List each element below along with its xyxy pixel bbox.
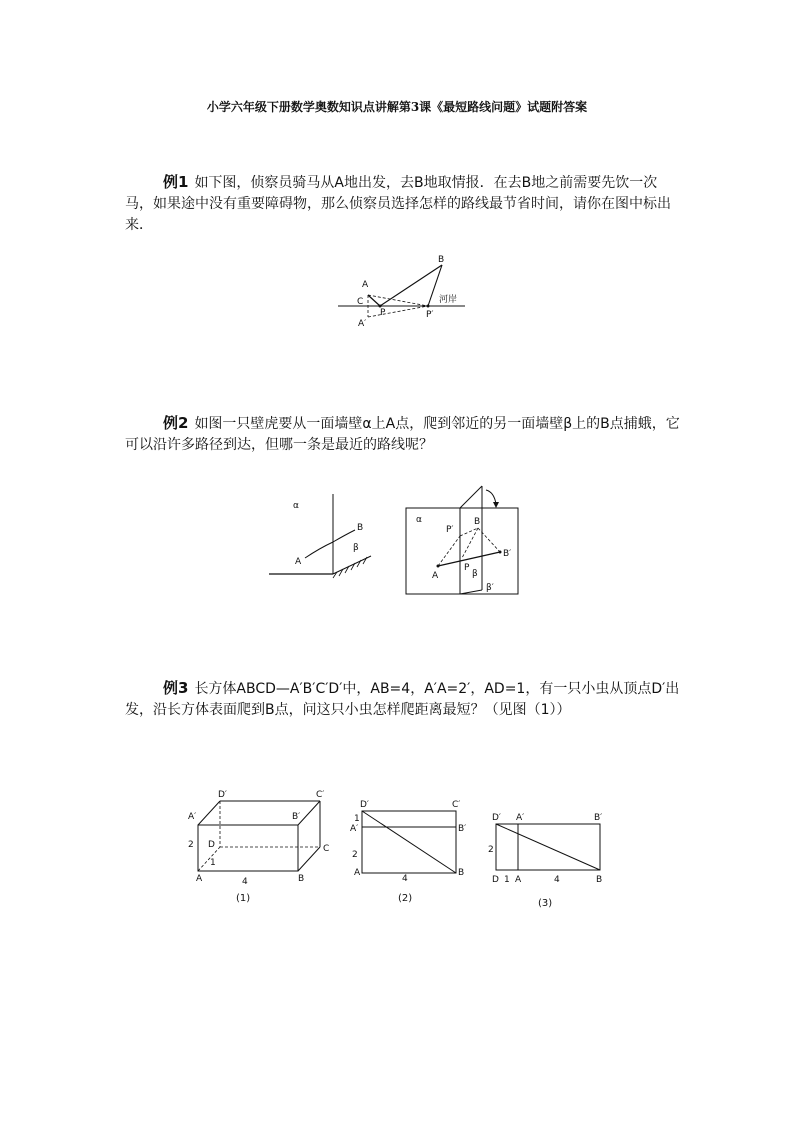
example-2-text: 如图一只壁虎要从一面墙壁α上A点，爬到邻近的另一面墙壁β上的B点捕蛾，它可以沿许多路径到达，但哪一条是最近的路线呢？ xyxy=(125,416,680,453)
label-a: A xyxy=(362,280,369,290)
label-b: B xyxy=(438,255,445,265)
unfolded-walls-frame xyxy=(406,508,518,594)
label-a: A xyxy=(295,557,302,567)
label-c: C xyxy=(323,844,330,854)
label-b-prime: B′ xyxy=(458,824,467,834)
label-n1: 1 xyxy=(354,814,360,824)
label-beta: β xyxy=(353,543,359,553)
label-d: D xyxy=(208,840,215,850)
label-a: A xyxy=(354,868,361,878)
label-b-prime: B′ xyxy=(503,549,512,559)
label-n2: 2 xyxy=(352,850,358,860)
dashed-a-pprime xyxy=(368,295,428,306)
net3-path-d-prime-b xyxy=(496,824,600,870)
label-beta: β xyxy=(472,569,478,579)
figure-3-net-3 xyxy=(486,808,612,910)
label-p-prime: P′ xyxy=(426,310,434,320)
label-a: A xyxy=(515,875,522,885)
caption-3: (3) xyxy=(538,898,553,909)
label-beta-prime: β′ xyxy=(486,583,494,593)
dashed-aprime-pprime xyxy=(368,306,428,317)
point-pprime xyxy=(427,305,430,308)
wall-bottom-slant xyxy=(460,590,482,594)
label-d-prime: D′ xyxy=(492,813,501,823)
label-n1: 1 xyxy=(504,875,510,885)
example-2-label: 例2 xyxy=(163,414,189,432)
example-1 xyxy=(125,172,685,236)
cuboid-edge-b-c xyxy=(298,847,320,871)
label-d: D xyxy=(492,875,499,885)
label-a-prime: A′ xyxy=(188,812,197,822)
label-n2: 2 xyxy=(488,845,494,855)
wall-top-slant xyxy=(460,486,482,508)
label-alpha: α xyxy=(416,515,422,525)
cuboid-edge-b-prime-c-prime xyxy=(298,801,320,825)
label-c: C xyxy=(357,297,364,307)
label-alpha: α xyxy=(293,501,299,511)
cuboid-hidden-a-d xyxy=(198,847,220,871)
figure-2-right xyxy=(402,482,524,598)
example-3-label: 例3 xyxy=(163,679,189,697)
dashed-b-p xyxy=(462,528,478,558)
net2-path-d-prime-b xyxy=(362,811,456,873)
label-n2: 2 xyxy=(188,840,194,850)
label-n4: 4 xyxy=(242,877,248,887)
label-b-prime: B′ xyxy=(292,812,301,822)
figure-2-left xyxy=(265,490,385,580)
label-n4: 4 xyxy=(554,875,560,885)
rotate-arrow xyxy=(486,490,496,504)
label-c-prime: C′ xyxy=(316,790,325,800)
label-n4: 4 xyxy=(402,874,408,884)
example-1-label: 例1 xyxy=(163,173,189,191)
label-p: P xyxy=(464,563,470,573)
label-p: P xyxy=(380,308,386,318)
path-a-b xyxy=(305,530,355,558)
example-3 xyxy=(125,678,685,721)
label-c-prime: C′ xyxy=(452,800,461,810)
page-title: 小学六年级下册数学奥数知识点讲解第3课《最短路线问题》试题附答案 xyxy=(206,100,588,114)
example-1-text: 如下图，侦察员骑马从A地出发，去B地取情报．在去B地之前需要先饮一次马，如果途中没有重要障碍物，那么侦察员选择怎样的路线最节省时间，请你在图中标出来． xyxy=(125,175,671,233)
dashed-pprime-b xyxy=(460,528,478,536)
label-b: B xyxy=(458,868,465,878)
cuboid-edge-a-prime-d-prime xyxy=(198,801,220,825)
label-b: B xyxy=(474,517,481,527)
label-a-prime: A′ xyxy=(516,813,525,823)
caption-1: (1) xyxy=(236,893,251,904)
label-n1: 1 xyxy=(210,858,216,868)
label-a-prime: A′ xyxy=(350,824,359,834)
segment-p-b xyxy=(380,265,442,306)
figure-3-net-2 xyxy=(348,795,468,909)
point-b-prime xyxy=(499,551,502,554)
caption-2: (2) xyxy=(398,893,413,904)
example-3-text: 长方体ABCD—A′B′C′D′中，AB=4，A′A=2′，AD=1，有一只小虫从顶点D′出发，沿长方体表面爬到B点，问这只小虫怎样爬距离最短？（见图（1）） xyxy=(125,681,680,718)
label-a: A xyxy=(432,571,439,581)
label-d-prime: D′ xyxy=(218,790,227,800)
point-a xyxy=(437,565,440,568)
wall-beta-line xyxy=(333,556,371,574)
label-a-prime: A′ xyxy=(358,319,367,329)
example-2 xyxy=(125,413,685,456)
label-p-prime: P′ xyxy=(446,525,454,535)
figure-3-cuboid xyxy=(186,785,334,907)
label-river: 河岸 xyxy=(439,295,458,305)
label-d-prime: D′ xyxy=(360,800,369,810)
label-b: B xyxy=(596,875,603,885)
label-b: B xyxy=(357,523,364,533)
dashed-b-bprime xyxy=(478,528,500,552)
label-a: A xyxy=(196,874,203,884)
label-b: B xyxy=(298,874,305,884)
figure-1 xyxy=(330,250,480,335)
label-b-prime: B′ xyxy=(594,813,603,823)
rotate-arrowhead-icon xyxy=(493,502,499,508)
